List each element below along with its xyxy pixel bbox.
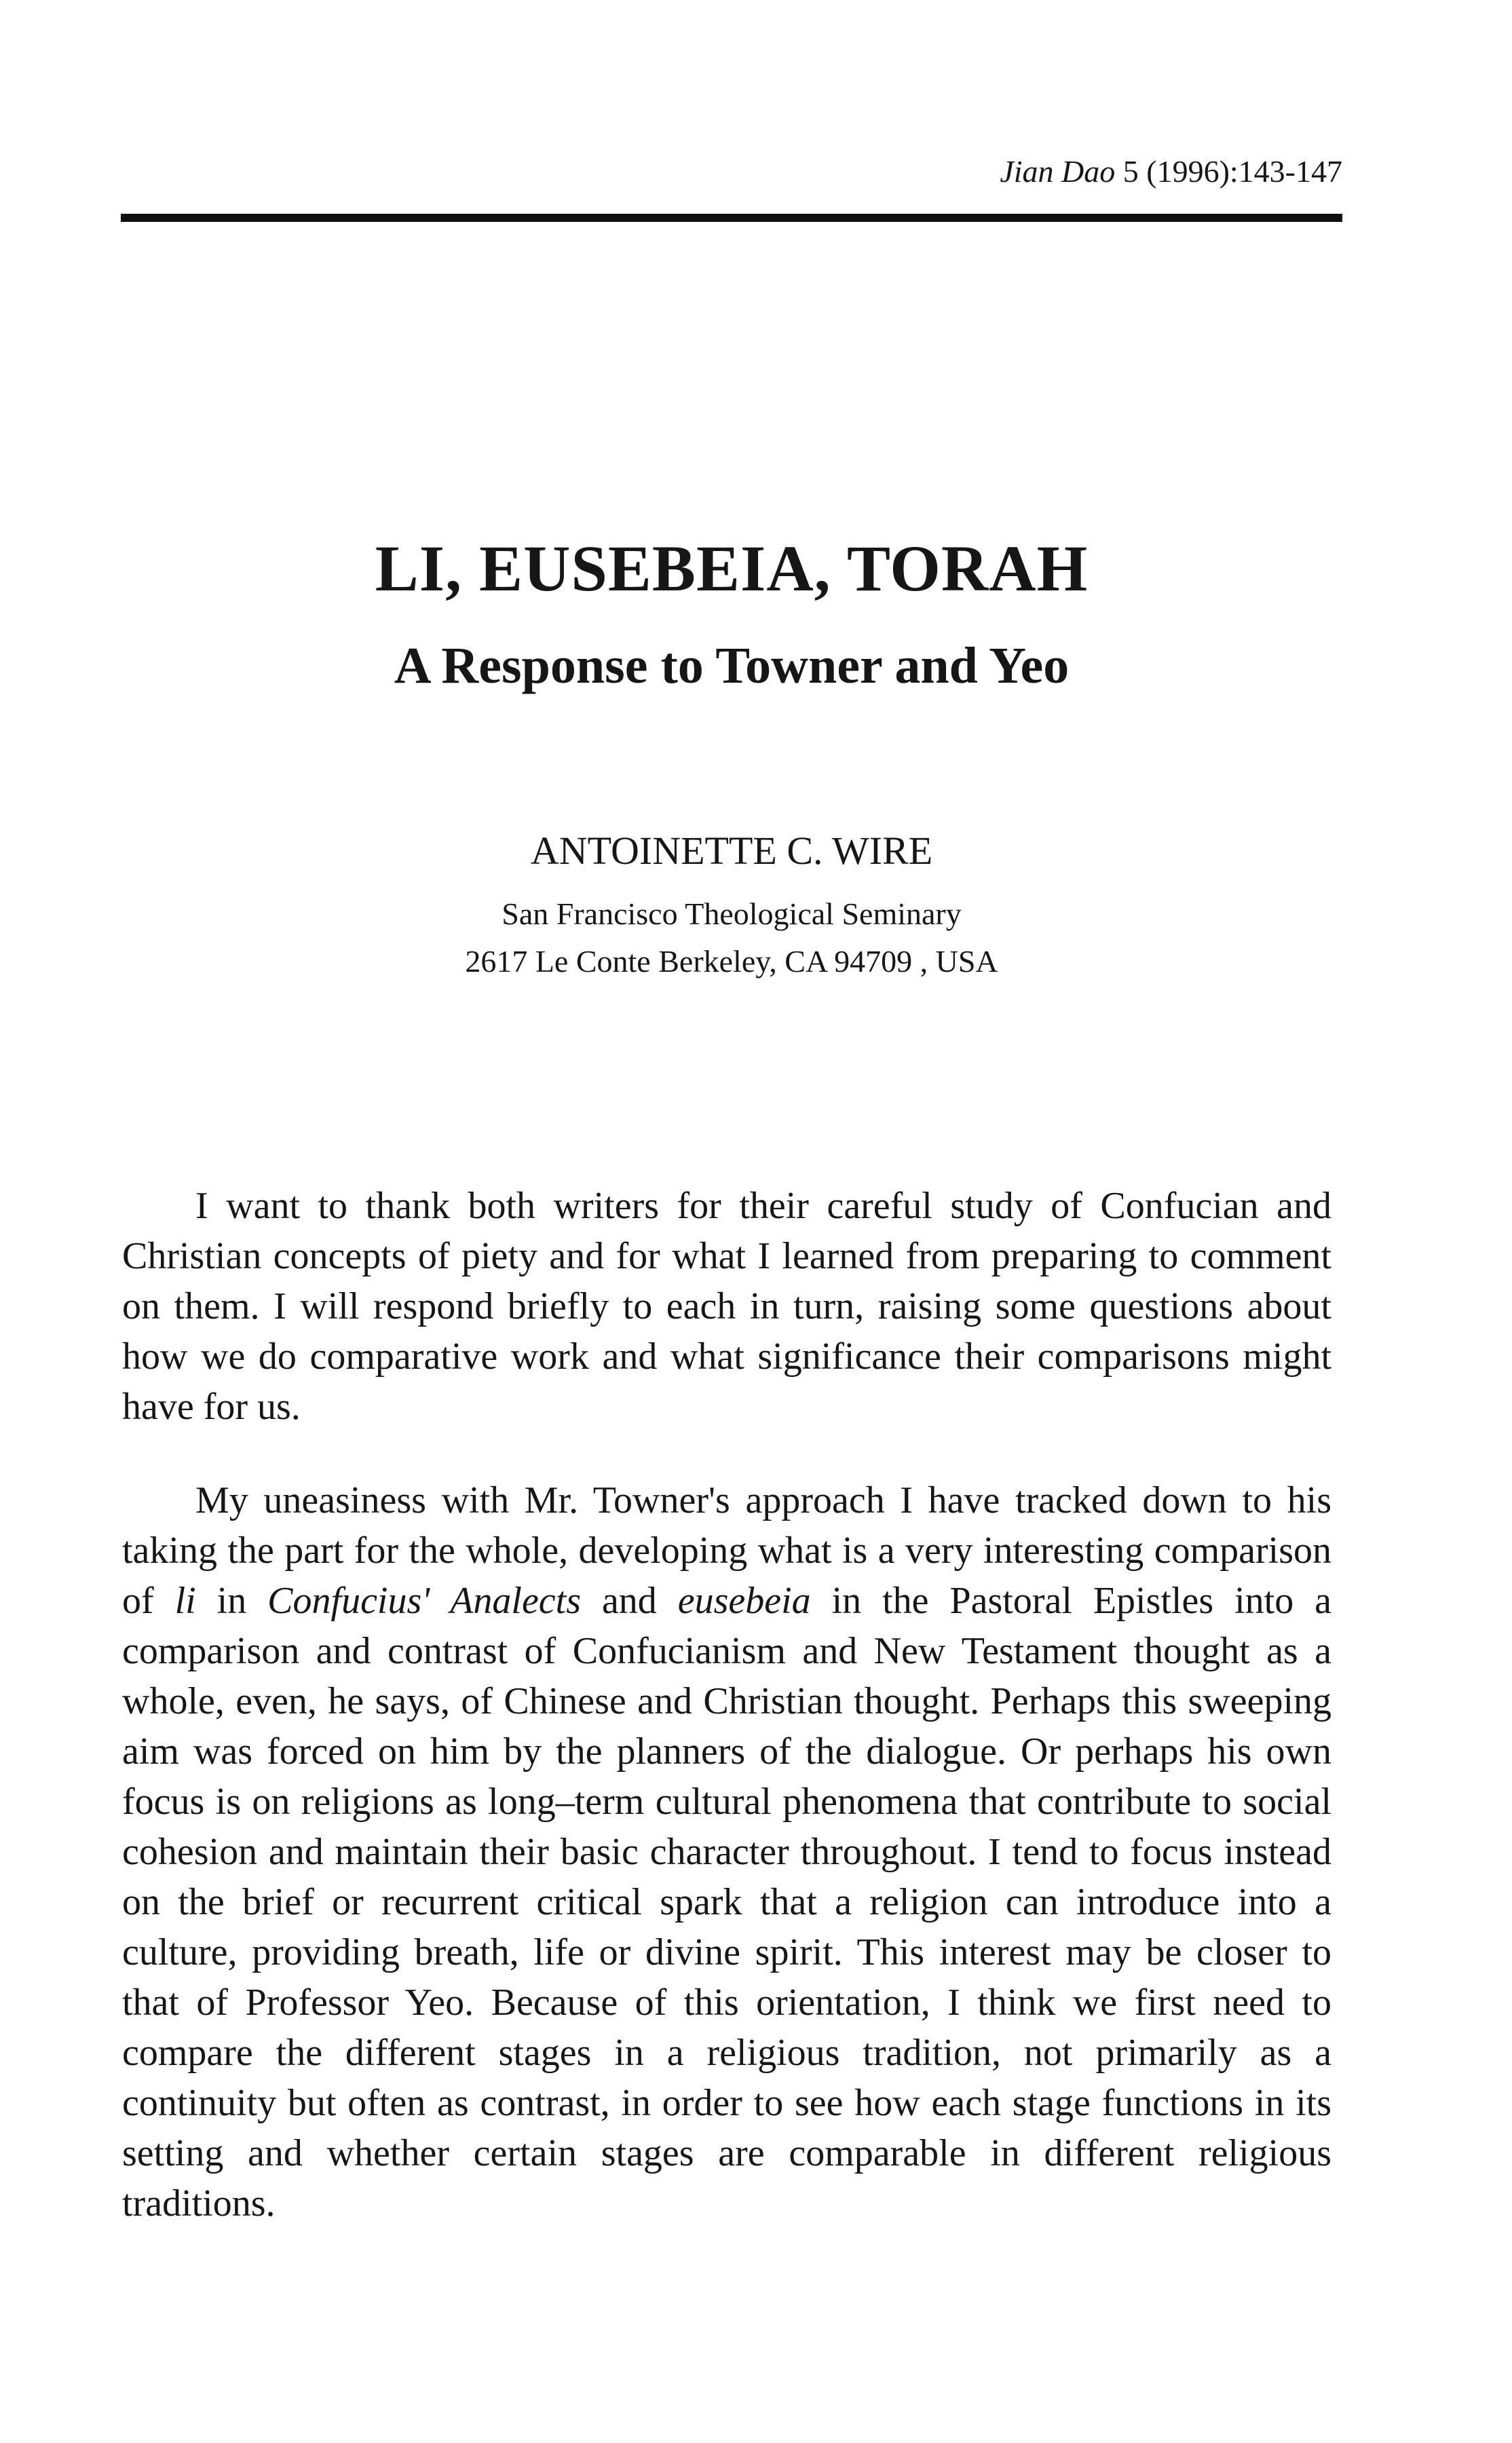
journal-name: Jian Dao: [1000, 154, 1116, 189]
paragraph-2-text-a: My uneasiness with Mr. Towner's approach I have tracked down to his taking the part for the whole, developing what is a very interesting comparison of: [122, 1479, 1331, 1622]
paragraph-2-text-b: in: [195, 1580, 268, 1622]
article-subtitle: A Response to Towner and Yeo: [394, 637, 1070, 694]
work-title-analects: Confucius' Analects: [267, 1580, 582, 1622]
article-title: LI, EUSEBEIA, TORAH: [375, 532, 1089, 605]
running-header: [121, 156, 1342, 187]
header-rule: [121, 214, 1342, 222]
paragraph-2-text-c: and: [581, 1580, 678, 1622]
paragraph-2-text-d: in the Pastoral Epistles into a comparison and contrast of Confucianism and New Testament thought as a whole, even, he says, of Chinese and Christian thought. Perhaps this sweeping aim was forced on him by the planners of the dialogue. Or perhaps his own focus is on religions as long–term cultural phenomena that contribute to social cohesion and maintain their basic character throughout. I tend to focus instead on the brief or recurrent critical spark that a religion can introduce into a culture, providing breath, life or divine spirit. This interest may be closer to that of Professor Yeo. Because of this orientation, I think we first need to compare the different stages in a religious tradition, not primarily as a continuity but often as contrast, in order to see how each stage functions in its setting and whether certain stages are comparable in different religious traditions.: [122, 1580, 1331, 2224]
author-affiliation: San Francisco Theological Seminary: [502, 896, 962, 931]
article-body: [122, 1181, 1331, 2229]
journal-citation: 5 (1996):143-147: [1122, 154, 1342, 189]
author-address: 2617 Le Conte Berkeley, CA 94709 , USA: [465, 944, 998, 979]
body-paragraph-1: I want to thank both writers for their careful study of Confucian and Christian concepts of piety and for what I learned from preparing to comment on them. I will respond briefly to each in turn, raising some questions about how we do comparative work and what significance their comparisons might have for us.: [122, 1185, 1331, 1428]
author-name: ANTOINETTE C. WIRE: [530, 829, 933, 873]
term-li: li: [174, 1580, 196, 1622]
body-paragraph-2: [122, 1475, 1331, 2229]
term-eusebeia: eusebeia: [677, 1580, 811, 1622]
